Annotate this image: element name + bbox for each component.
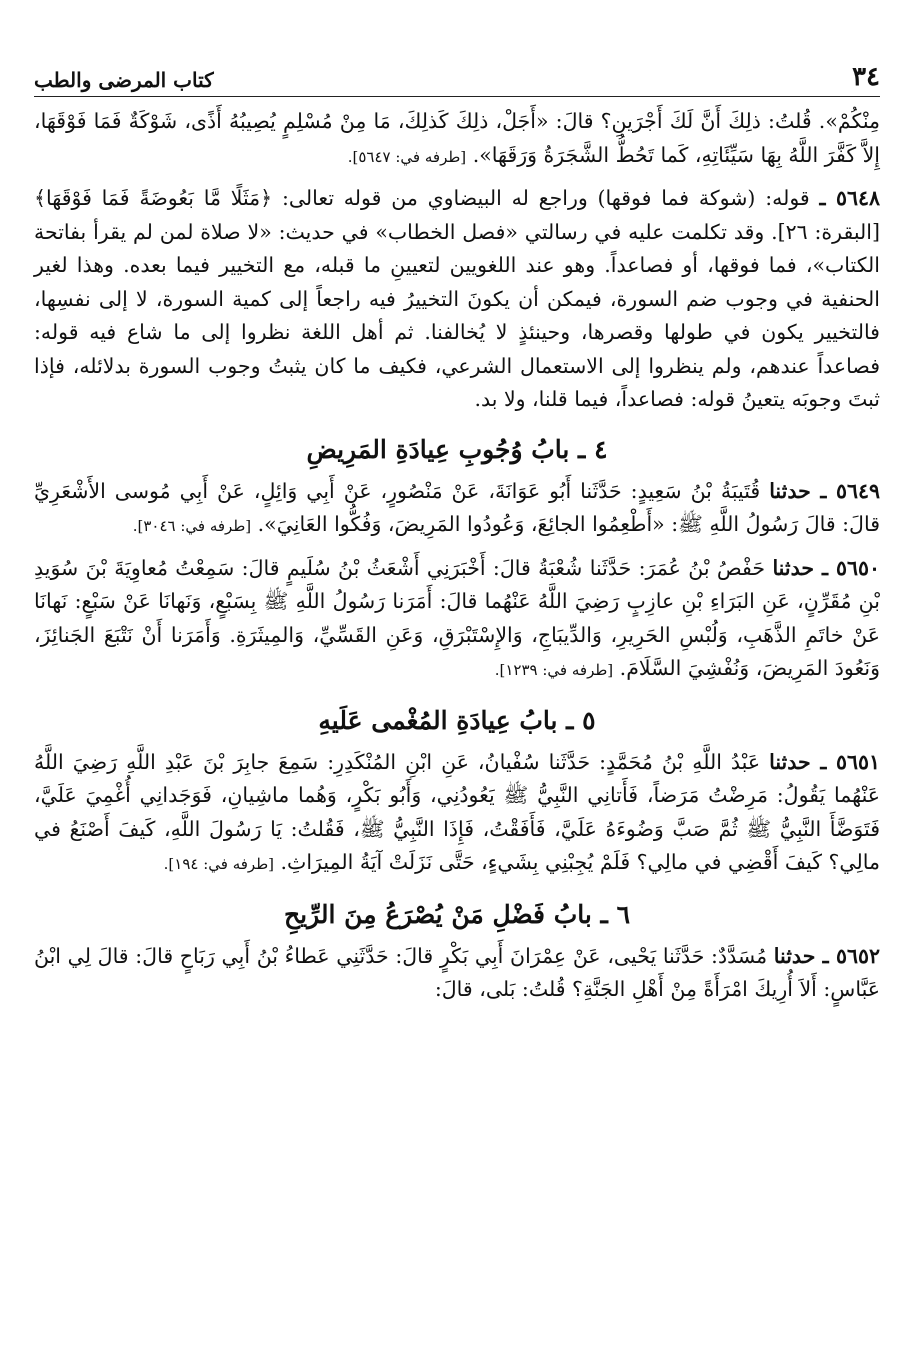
chapter-heading-4: ٤ ـ بابُ وُجُوبِ عِيادَةِ المَرِيضِ <box>306 434 608 464</box>
hadith-number: ٥٦٤٩ ـ حدثنا <box>769 478 880 503</box>
hadith-continuation <box>34 105 880 174</box>
paragraph-text: قوله: (شوكة فما فوقها) وراجع له البيضاوي من قوله تعالى: ﴿مَثَلًا مَّا بَعُوضَةً فَمَا فَوْقَهَا﴾ [البقرة: ٢٦]. وقد تكلمت عليه في رسالتي «فصل الخطاب» في حديث: «لا صلاة لمن لم يقرأ بفاتحة الكتاب»، فما فوقها، أو فصاعداً. وهو عند اللغويين لتعيينِ ما قبله، مع التخيير فيما بعده. وهذا لغير الحنفية في وجوب ضم السورة، فيمكن أن يكونَ التخييرُ فيه راجعاً إلى كمية السورة، لا إلى نفسِها، فالتخيير يكون في طولها وقصرها، وحينئذٍ لا يُخالفنا. ثم أهل اللغة نظروا إلى ما شاع فيه قوله: فصاعداً عندهم، ولم ينظروا إلى الاستعمال الشرعي، فكيف ما كان يثبتُ وجوب السورة بدلائله، فإذا ثبتَ وجوبَه يتعينُ قوله: فصاعداً، فيما قلنا، ولا بد. <box>34 186 880 411</box>
hadith-number: ٥٦٤٨ ـ <box>819 186 880 210</box>
paragraph-text: عَبْدُ اللَّهِ بْنُ مُحَمَّدٍ: حَدَّثَنا سُفْيانُ، عَنِ ابْنِ المُنْكَدِرِ: سَمِعَ جابِرَ بْنَ عَبْدِ اللَّهِ رَضِيَ اللَّهُ عَنْهُما يَقُولُ: مَرِضْتُ مَرَضاً، فَأَتانِي النَّبِيُّ ﷺ يَعُودُنِي، وَأَبُو بَكْرٍ، وَهُما ماشِيانِ، فَوَجَدانِي أُغْمِيَ عَلَيَّ، فَتَوَضَّأَ النَّبِيُّ ﷺ ثُمَّ صَبَّ وَضُوءَهُ عَلَيَّ، فَأَفَقْتُ، فَإِذَا النَّبِيُّ ﷺ، فَقُلتُ: يَا رَسُولَ اللَّهِ، كَيفَ أَصْنَعُ في مالِي؟ كَيفَ أَقْضِي في مالِي؟ فَلَمْ يُجِبْنِي بِشَيءٍ، حَتَّى نَزَلَتْ آيَةُ المِيرَاثِ. <box>34 749 880 874</box>
hadith-5652 <box>34 940 880 1007</box>
paragraph-text: حَفْصُ بْنُ عُمَرَ: حَدَّثَنا شُعْبَةُ قالَ: أَخْبَرَنِي أَشْعَثُ بْنُ سُلَيمٍ قالَ: سَمِعْتُ مُعاوِيَةَ بْنَ سُوَيدِ بْنِ مُقَرِّنٍ، عَنِ البَرَاءِ بْنِ عازِبٍ رَضِيَ اللَّهُ عَنْهُما قالَ: أَمَرَنا رَسُولُ اللَّهِ ﷺ بِسَبْعٍ، وَنَهانَا عَنْ سَبْعٍ: نَهانَا عَنْ خاتَمِ الذَّهَبِ، وَلُبْسِ الحَرِيرِ، وَالدِّيبَاجِ، وَالإِسْتَبْرَقِ، وَعَنِ القَسِّيِّ، وَالمِيثَرَةِ. وَأَمَرَنا أَنْ نَتْبَعَ الجَنائِزَ، وَنَعُودَ المَرِيضَ، وَنُفْشِيَ السَّلَامَ. <box>34 555 880 680</box>
cross-reference: [طرفه في: ٣٠٤٦]. <box>132 517 252 535</box>
page-number: ٣٤ <box>852 62 880 92</box>
hadith-number: ٥٦٥١ ـ حدثنا <box>769 749 880 774</box>
page-header <box>34 52 880 97</box>
cross-reference: [طرفه في: ١٩٤]. <box>163 855 274 873</box>
chapter-heading-5: ٥ ـ بابُ عِيادَةِ المُغْمى عَلَيهِ <box>318 705 596 735</box>
book-title: كتاب المرضى والطب <box>34 68 214 92</box>
hadith-5651 <box>34 746 880 882</box>
hadith-5649 <box>34 475 880 544</box>
paragraph-text: مُسَدَّدٌ: حَدَّثَنا يَحْيى، عَنْ عِمْرَانَ أَبِي بَكْرٍ قالَ: حَدَّثَنِي عَطاءُ بْنُ أَبِي رَبَاحٍ قالَ: قالَ لِي ابْنُ عَبَّاسٍ: أَلاَ أُرِيكَ امْرَأَةً مِنْ أَهْلِ الجَنَّةِ؟ قُلتُ: بَلى، قالَ: <box>34 943 880 1001</box>
paragraph-text: قُتَيبَةُ بْنُ سَعِيدٍ: حَدَّثَنا أَبُو عَوَانَةَ، عَنْ مَنْصُورٍ، عَنْ أَبِي وَائِلٍ، عَنْ أَبِي مُوسى الأَشْعَرِيِّ قالَ: قالَ رَسُولُ اللَّهِ ﷺ: «أَطْعِمُوا الجائِعَ، وَعُودُوا المَرِيضَ، وَفُكُّوا العَانِيَ». <box>34 478 880 536</box>
hadith-number: ٥٦٥٢ ـ حدثنا <box>773 943 880 968</box>
commentary-5648 <box>34 182 880 417</box>
cross-reference: [طرفه في: ٥٦٤٧]. <box>347 147 467 166</box>
chapter-heading-6: ٦ ـ بابُ فَضْلِ مَنْ يُصْرَعُ مِنَ الرِّيحِ <box>283 899 630 929</box>
hadith-5650 <box>34 552 880 688</box>
hadith-number: ٥٦٥٠ ـ حدثنا <box>772 555 880 580</box>
book-page <box>34 52 880 1007</box>
cross-reference: [طرفه في: ١٢٣٩]. <box>494 661 614 679</box>
paragraph-text: مِنْكُمْ». قُلتُ: ذلِكَ أَنَّ لَكَ أَجْرَينِ؟ قالَ: «أَجَلْ، ذلِكَ كَذلِكَ، مَا مِنْ مُسْلِمٍ يُصِيبُهُ أَذًى، شَوْكَةٌ فَمَا فَوْقَهَا، إِلاَّ كَفَّرَ اللَّهُ بِهَا سَيِّئَاتِهِ، كَما تَحُطُّ الشَّجَرَةُ وَرَقَهَا». <box>34 109 880 167</box>
